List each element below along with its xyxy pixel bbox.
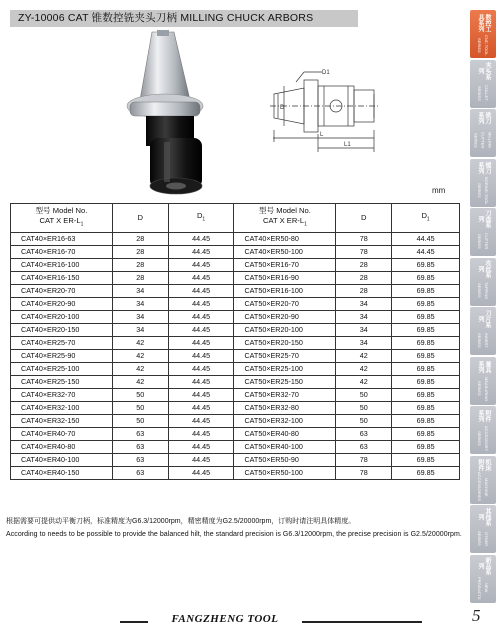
cell-d: 34 <box>336 298 392 311</box>
cell-d: 50 <box>336 415 392 428</box>
section-tab-label: 数控工具系列 <box>477 13 490 32</box>
cell-d: 42 <box>112 376 168 389</box>
section-tab-sublabel: OTHER SERIES <box>477 531 489 547</box>
cell-d: 63 <box>336 428 392 441</box>
section-tab-label: 攻丝系列 <box>477 259 490 278</box>
cell-model: CAT40×ER32-150 <box>11 415 113 428</box>
section-tab-sublabel: ACCESSORY SERIES <box>477 425 489 451</box>
cell-d1: 69.85 <box>392 298 460 311</box>
cell-model: CAT40×ER20-70 <box>11 285 113 298</box>
cell-d: 34 <box>112 311 168 324</box>
section-tab-sublabel: COLLET SERIES <box>477 85 489 101</box>
table-row <box>11 233 460 246</box>
cell-model: CAT40×ER16-100 <box>11 259 113 272</box>
cell-d: 63 <box>112 467 168 480</box>
header-model-line2: CAT X ER-L <box>262 216 305 226</box>
section-tab-label: 镗刀系列 <box>477 162 490 175</box>
cell-d: 28 <box>336 285 392 298</box>
table-row <box>11 415 460 428</box>
header-model-sub: 1 <box>80 221 84 228</box>
cell-d: 34 <box>336 311 392 324</box>
drawing-label-l1: L1 <box>344 142 351 148</box>
cell-d1: 44.45 <box>168 441 234 454</box>
section-tab-label: 附件系列 <box>477 410 490 423</box>
cell-model: CAT50×ER25-150 <box>234 376 336 389</box>
section-tab[interactable] <box>470 109 496 157</box>
cell-d: 42 <box>112 363 168 376</box>
table-row <box>11 467 460 480</box>
section-tab[interactable] <box>470 357 496 405</box>
section-tab-sublabel: BORING TOOL SERIES <box>477 176 489 205</box>
cell-d: 63 <box>112 428 168 441</box>
section-tab-sublabel: MILLING CUTTER SERIES <box>473 132 493 149</box>
section-tab[interactable] <box>470 505 496 553</box>
section-tab[interactable] <box>470 10 496 58</box>
header-d1-right <box>392 204 460 233</box>
table-row <box>11 298 460 311</box>
cell-d1: 44.45 <box>168 233 234 246</box>
cell-d: 63 <box>112 441 168 454</box>
table-row <box>11 324 460 337</box>
header-d1-left <box>168 204 234 233</box>
section-tab[interactable] <box>470 208 496 256</box>
cell-d1: 44.45 <box>168 324 234 337</box>
cell-d1: 44.45 <box>168 298 234 311</box>
cell-d1: 44.45 <box>168 272 234 285</box>
cell-d1: 44.45 <box>168 337 234 350</box>
cell-model: CAT40×ER50-100 <box>234 246 336 259</box>
cell-d1: 44.45 <box>392 233 460 246</box>
cell-model: CAT40×ER32-70 <box>11 389 113 402</box>
table-row <box>11 389 460 402</box>
cell-model: CAT50×ER20-100 <box>234 324 336 337</box>
spec-table-body <box>11 233 460 480</box>
cell-d1: 44.45 <box>168 311 234 324</box>
section-tab-sublabel: TAPPING SERIES <box>477 282 489 300</box>
section-tab-label: 铣刀系列 <box>477 112 490 125</box>
cell-d1: 69.85 <box>392 337 460 350</box>
cell-model: CAT40×ER16-63 <box>11 233 113 246</box>
section-tab-label: 刀盘系列 <box>477 210 490 229</box>
cell-model: CAT40×ER40-150 <box>11 467 113 480</box>
cell-d: 28 <box>336 272 392 285</box>
cell-d1: 44.45 <box>168 285 234 298</box>
cell-model: CAT50×ER32-80 <box>234 402 336 415</box>
page-title: ZY-10006 CAT 锥数控铣夹头刀柄 MILLING CHUCK ARBORS <box>10 10 358 27</box>
cell-d: 50 <box>336 389 392 402</box>
section-tab-label: 其他系列 <box>477 507 490 526</box>
header-model-right <box>234 204 336 233</box>
cell-model: CAT40×ER25-70 <box>11 337 113 350</box>
cell-d: 34 <box>112 298 168 311</box>
table-row <box>11 428 460 441</box>
cell-model: CAT50×ER16-70 <box>234 259 336 272</box>
table-row <box>11 246 460 259</box>
cell-d1: 69.85 <box>392 376 460 389</box>
table-row <box>11 285 460 298</box>
cell-model: CAT40×ER32-100 <box>11 402 113 415</box>
header-d1-main: D <box>421 211 427 221</box>
section-tab[interactable] <box>470 555 496 603</box>
cell-d1: 44.45 <box>168 259 234 272</box>
header-model-line1: 型号 Model No. <box>258 206 311 216</box>
technical-drawing <box>270 72 380 152</box>
table-row <box>11 272 460 285</box>
cell-d1: 69.85 <box>392 311 460 324</box>
section-tab[interactable] <box>470 159 496 207</box>
cell-d: 50 <box>336 402 392 415</box>
arbor-photo <box>127 30 203 194</box>
section-tab-sublabel: CNC TOOL SERIES <box>477 34 489 56</box>
header-model-left <box>11 204 113 233</box>
header-d-left: D <box>112 204 168 233</box>
cell-d: 28 <box>112 259 168 272</box>
section-tab-label: 量具系列 <box>477 360 490 373</box>
cell-model: CAT50×ER32-70 <box>234 389 336 402</box>
header-d-right: D <box>336 204 392 233</box>
table-row <box>11 350 460 363</box>
section-tab[interactable] <box>470 456 496 504</box>
cell-d: 50 <box>112 402 168 415</box>
cell-model: CAT50×ER32-100 <box>234 415 336 428</box>
cell-d: 78 <box>336 454 392 467</box>
cell-d1: 44.45 <box>168 246 234 259</box>
unit-label: mm <box>432 186 446 195</box>
cell-d1: 44.45 <box>168 363 234 376</box>
cell-model: CAT50×ER25-70 <box>234 350 336 363</box>
header-d1-sub: 1 <box>202 216 206 223</box>
cell-d1: 44.45 <box>168 389 234 402</box>
cell-d1: 69.85 <box>392 285 460 298</box>
table-row <box>11 454 460 467</box>
cell-model: CAT40×ER20-150 <box>11 324 113 337</box>
footer-brand: FANGZHENG TOOL <box>171 613 279 625</box>
cell-model: CAT40×ER16-150 <box>11 272 113 285</box>
cell-d1: 44.45 <box>168 376 234 389</box>
table-row <box>11 337 460 350</box>
drawing-label-d1: D1 <box>322 70 330 76</box>
drawing-label-l: L <box>320 132 324 138</box>
section-tab-label: 夹头系列 <box>477 62 490 81</box>
page-number: 5 <box>472 606 481 625</box>
cell-d: 78 <box>336 467 392 480</box>
header-d1-sub: 1 <box>426 216 430 223</box>
cell-d1: 44.45 <box>168 415 234 428</box>
cell-model: CAT50×ER16-90 <box>234 272 336 285</box>
cell-d1: 69.85 <box>392 389 460 402</box>
section-tabs <box>466 0 500 599</box>
cell-d1: 44.45 <box>168 428 234 441</box>
cell-d: 34 <box>112 285 168 298</box>
cell-model: CAT40×ER50-80 <box>234 233 336 246</box>
section-tab[interactable] <box>470 307 496 355</box>
section-tab-sublabel: MEASURING SERIES <box>477 376 489 401</box>
cell-model: CAT40×ER20-90 <box>11 298 113 311</box>
cell-model: CAT50×ER16-100 <box>234 285 336 298</box>
cell-d1: 69.85 <box>392 363 460 376</box>
cell-model: CAT40×ER20-100 <box>11 311 113 324</box>
cell-d: 34 <box>336 324 392 337</box>
cell-model: CAT50×ER40-100 <box>234 441 336 454</box>
table-header-row <box>11 204 460 233</box>
cell-model: CAT40×ER25-90 <box>11 350 113 363</box>
cell-model: CAT50×ER50-100 <box>234 467 336 480</box>
cell-model: CAT40×ER16-70 <box>11 246 113 259</box>
product-figure <box>110 30 470 210</box>
cell-model: CAT40×ER40-80 <box>11 441 113 454</box>
cell-d1: 69.85 <box>392 350 460 363</box>
section-tab-sublabel: CUTTER SERIES <box>477 233 489 250</box>
cell-model: CAT50×ER50-90 <box>234 454 336 467</box>
cell-d1: 44.45 <box>392 246 460 259</box>
cell-d: 28 <box>336 259 392 272</box>
footer-rule-right <box>302 621 422 623</box>
cell-d1: 69.85 <box>392 441 460 454</box>
header-model-sub: 1 <box>304 221 307 228</box>
cell-d1: 69.85 <box>392 428 460 441</box>
cell-d: 78 <box>336 233 392 246</box>
cell-d: 42 <box>112 337 168 350</box>
cell-d: 78 <box>336 246 392 259</box>
cell-model: CAT50×ER20-70 <box>234 298 336 311</box>
cell-d1: 69.85 <box>392 467 460 480</box>
table-row <box>11 441 460 454</box>
cell-d: 28 <box>112 233 168 246</box>
header-model-line1: 型号 Model No. <box>35 206 88 216</box>
cell-model: CAT50×ER20-90 <box>234 311 336 324</box>
section-tab[interactable] <box>470 406 496 454</box>
section-tab-sublabel: NEW PRODUCTS <box>477 576 489 599</box>
section-tab-sublabel: MACHINE ACCESSORIES <box>477 472 489 502</box>
cell-d: 28 <box>112 246 168 259</box>
cell-model: CAT40×ER25-100 <box>11 363 113 376</box>
section-tab[interactable] <box>470 60 496 108</box>
cell-d1: 69.85 <box>392 415 460 428</box>
table-row <box>11 402 460 415</box>
section-tab-label: 机床附件 <box>477 458 490 471</box>
footer-rule-left <box>120 621 148 623</box>
cell-d1: 69.85 <box>392 402 460 415</box>
cell-d: 42 <box>336 376 392 389</box>
cell-model: CAT40×ER40-100 <box>11 454 113 467</box>
cell-model: CAT40×ER25-150 <box>11 376 113 389</box>
cell-d: 34 <box>336 337 392 350</box>
header-model-line2: CAT X ER-L <box>39 216 81 226</box>
cell-d: 34 <box>112 324 168 337</box>
section-tab-sublabel: INSERT SERIES <box>477 333 489 349</box>
cell-d1: 44.45 <box>168 467 234 480</box>
cell-d1: 69.85 <box>392 272 460 285</box>
section-tab-label: 刀片系列 <box>477 309 490 328</box>
cell-d: 63 <box>112 454 168 467</box>
cell-d1: 69.85 <box>392 259 460 272</box>
cell-d: 42 <box>336 350 392 363</box>
cell-d1: 69.85 <box>392 454 460 467</box>
cell-model: CAT50×ER40-80 <box>234 428 336 441</box>
section-tab[interactable] <box>470 258 496 306</box>
cell-model: CAT50×ER25-100 <box>234 363 336 376</box>
table-row <box>11 259 460 272</box>
cell-d1: 69.85 <box>392 324 460 337</box>
spec-table <box>10 203 460 480</box>
cell-d1: 44.45 <box>168 350 234 363</box>
cell-d: 63 <box>336 441 392 454</box>
cell-d1: 44.45 <box>168 454 234 467</box>
note-chinese: 根据需要可提供动平衡刀柄，标准精度为G6.3/12000rpm，精密精度为G2.5/20000rpm，订购时请注明具体精度。 <box>6 518 356 525</box>
cell-d: 28 <box>112 272 168 285</box>
note-english: According to needs to be possible to provide the balanced hilt, the standard precision is G6.3/12000rpm, the precise precision is G2.5/20000rpm. <box>6 531 462 538</box>
cell-d: 50 <box>112 415 168 428</box>
drawing-label-d: D <box>280 105 285 111</box>
table-row <box>11 311 460 324</box>
table-row <box>11 376 460 389</box>
cell-model: CAT40×ER40-70 <box>11 428 113 441</box>
section-tab-label: 新品系列 <box>477 556 490 575</box>
header-d1-main: D <box>196 211 203 221</box>
cell-d: 50 <box>112 389 168 402</box>
cell-d: 42 <box>112 350 168 363</box>
cell-d: 42 <box>336 363 392 376</box>
cell-d1: 44.45 <box>168 402 234 415</box>
cell-model: CAT50×ER20-150 <box>234 337 336 350</box>
table-row <box>11 363 460 376</box>
precision-note <box>6 516 464 542</box>
